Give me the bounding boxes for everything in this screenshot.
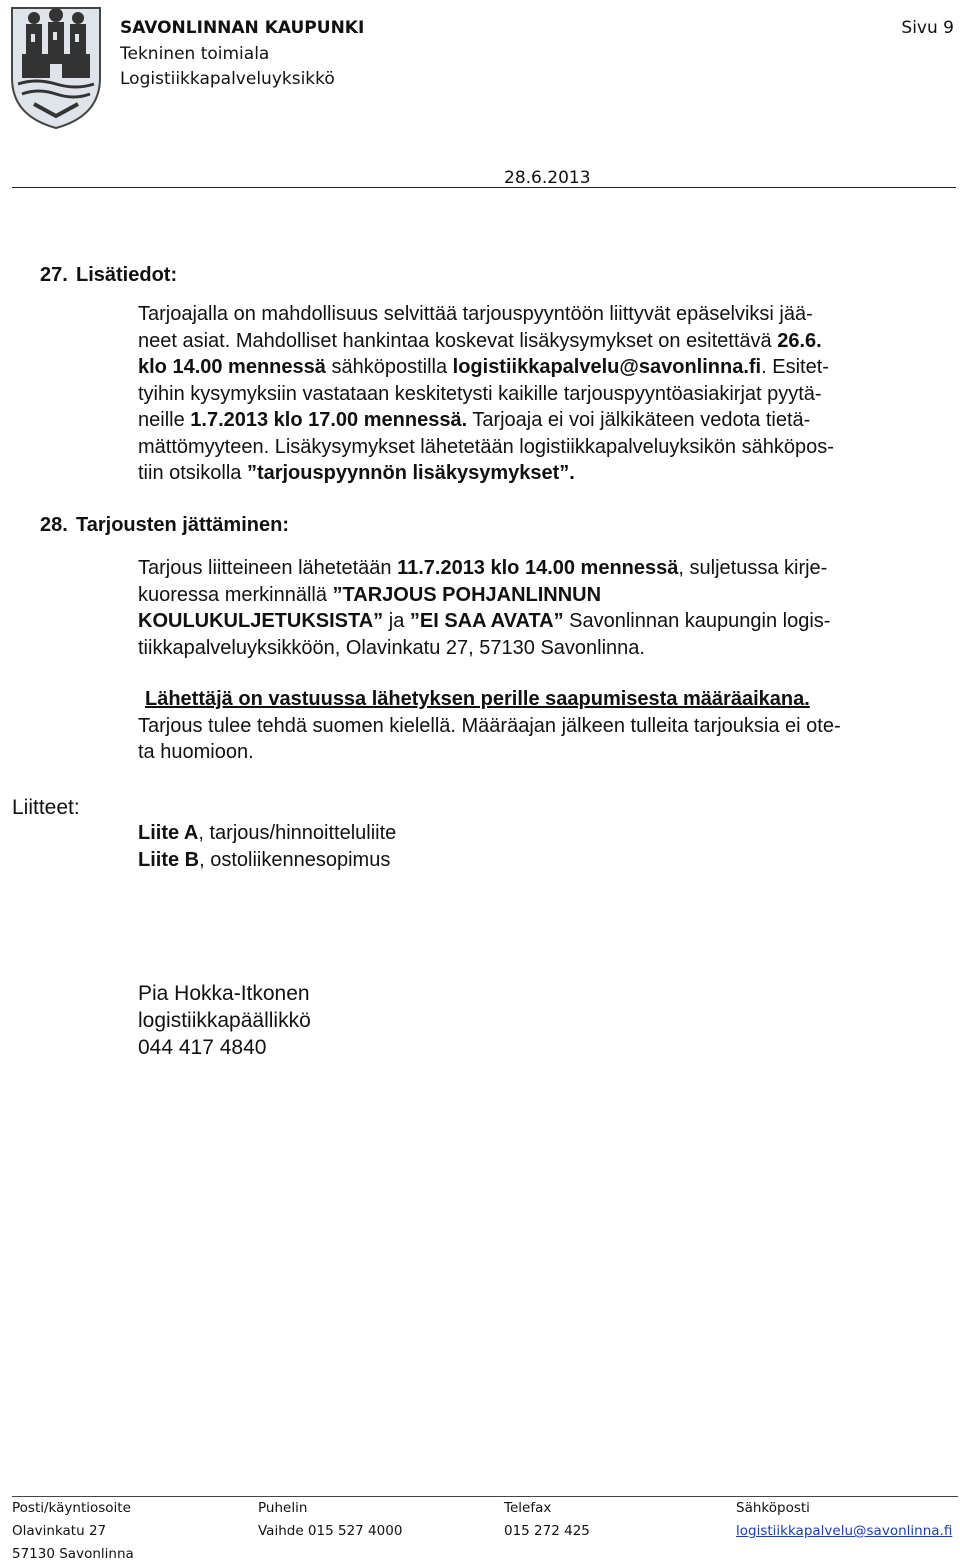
section-27-heading (40, 264, 177, 287)
text-line: klo 14.00 mennessä sähköpostilla logistiikkapalvelu@savonlinna.fi. Esitet- (138, 356, 829, 378)
signer-phone: 044 417 4840 (138, 1036, 267, 1059)
footer-email-link[interactable]: logistiikkapalvelu@savonlinna.fi (736, 1523, 953, 1539)
section-number: 28. (40, 514, 68, 536)
text-line: neet asiat. Mahdolliset hankintaa koskevat lisäkysymykset on esitettävä 26.6. (138, 329, 822, 352)
department-name: Tekninen toimiala (120, 44, 270, 64)
signer-title: logistiikkapäällikkö (138, 1009, 311, 1032)
footer-address (12, 1497, 134, 1566)
footer-email (736, 1497, 952, 1543)
footer-value: 57130 Savonlinna (12, 1546, 134, 1562)
text-line: tyihin kysymyksiin vastataan keskitetysti kaikille tarjouspyyntöasiakirjat pyytä- (138, 382, 822, 405)
text-line: Tarjous liitteineen lähetetään 11.7.2013 klo 14.00 mennessä, suljetussa kirje- (138, 557, 828, 579)
section-28-notice (138, 686, 950, 766)
text-line: ta huomioon. (138, 741, 254, 763)
footer-label: Telefax (504, 1500, 552, 1516)
list-item: Liite A, tarjous/hinnoitteluliite (138, 822, 397, 844)
signer-name: Pia Hokka-Itkonen (138, 982, 310, 1005)
footer-label: Puhelin (258, 1500, 308, 1516)
footer-phone (258, 1497, 402, 1543)
footer-fax (504, 1497, 590, 1543)
text-line: neille 1.7.2013 klo 17.00 mennessä. Tarjoaja ei voi jälkikäteen vedota tietä- (138, 409, 811, 431)
text-line: mättömyyteen. Lisäkysymykset lähetetään logistiikkapalveluyksikön sähköpos- (138, 435, 834, 458)
list-item: Liite B, ostoliikennesopimus (138, 849, 391, 871)
text-line: Tarjoajalla on mahdollisuus selvittää tarjouspyyntöön liittyvät epäselviksi jää- (138, 303, 813, 325)
section-title: Tarjousten jättäminen: (76, 514, 289, 536)
section-27-body (138, 301, 950, 487)
coat-of-arms-icon (4, 4, 108, 132)
text-line: KOULUKULJETUKSISTA” ja ”EI SAA AVATA” Savonlinnan kaupungin logis- (138, 610, 831, 632)
header-divider (12, 187, 956, 188)
footer-label: Posti/käyntiosoite (12, 1500, 131, 1516)
footer-value: 015 272 425 (504, 1523, 590, 1539)
section-28-body (138, 555, 950, 661)
text-line: tiikkapalveluyksikköön, Olavinkatu 27, 57130 Savonlinna. (138, 636, 645, 659)
section-number: 27. (40, 264, 68, 286)
section-title: Lisätiedot: (76, 264, 178, 286)
footer-value: Vaihde 015 527 4000 (258, 1523, 403, 1539)
attachments-list (138, 820, 396, 874)
text-line: Tarjous tulee tehdä suomen kielellä. Määräajan jälkeen tulleita tarjouksia ei ote- (138, 714, 841, 737)
signature-block (138, 980, 311, 1061)
text-line: tiin otsikolla ”tarjouspyynnön lisäkysymykset”. (138, 462, 575, 484)
document-date: 28.6.2013 (504, 168, 591, 188)
text-line: kuoressa merkinnällä ”TARJOUS POHJANLINNUN (138, 583, 602, 606)
attachments-label: Liitteet: (12, 796, 80, 819)
deadline-notice: Lähettäjä on vastuussa lähetyksen perille saapumisesta määräaikana. (145, 688, 810, 710)
page-number: Sivu 9 (901, 18, 954, 38)
email-link[interactable]: logistiikkapalvelu@savonlinna.fi (452, 356, 762, 378)
footer-label: Sähköposti (736, 1500, 810, 1516)
organization-name: SAVONLINNAN KAUPUNKI (120, 18, 365, 38)
footer-value: Olavinkatu 27 (12, 1523, 107, 1539)
unit-name: Logistiikkapalveluyksikkö (120, 69, 335, 89)
section-28-heading (40, 514, 289, 537)
